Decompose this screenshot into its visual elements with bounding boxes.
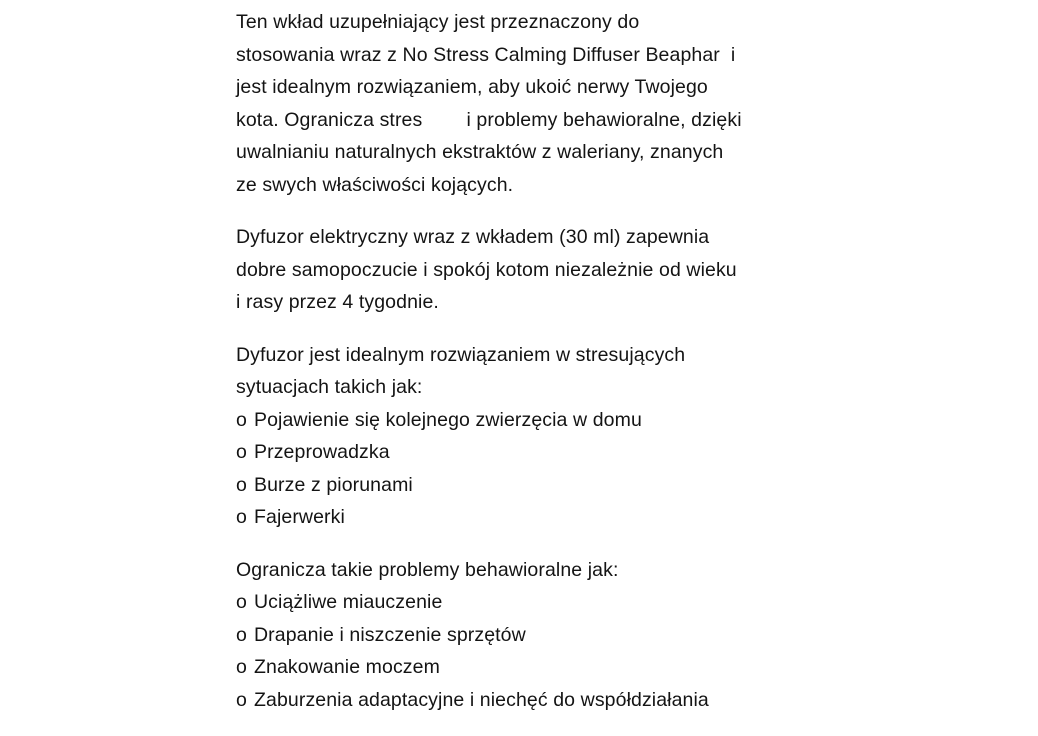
situations-section <box>236 339 836 534</box>
bullet-marker: o <box>236 688 247 711</box>
bullet-marker: o <box>236 506 247 528</box>
section-intro-line: sytuacjach takich jak: <box>236 376 423 398</box>
bullet-marker: o <box>236 408 247 431</box>
list-item <box>236 436 836 469</box>
bullet-marker: o <box>236 473 247 496</box>
list-item <box>236 619 836 652</box>
list-item-text: Drapanie i niszczenie sprzętów <box>254 623 526 646</box>
problems-section <box>236 554 836 717</box>
diffuser-paragraph <box>236 221 836 319</box>
section-intro-line: Ogranicza takie problemy behawioralne jak: <box>236 558 619 581</box>
text-line: Dyfuzor elektryczny wraz z wkładem (30 ml) zapewnia <box>236 226 710 248</box>
list-item-text: Burze z piorunami <box>254 473 413 496</box>
list-item-text: Zaburzenia adaptacyjne i niechęć do współdziałania <box>254 688 709 711</box>
list-item-text: Przeprowadzka <box>254 441 390 463</box>
text-line: jest idealnym rozwiązaniem, aby ukoić nerwy Twojego <box>236 76 708 98</box>
list-item <box>236 651 836 684</box>
text-line: stosowania wraz z No Stress Calming Diffuser Beaphar i <box>236 43 736 66</box>
document-body <box>236 6 836 736</box>
bullet-marker: o <box>236 623 247 646</box>
situations-list <box>236 404 836 534</box>
text-line: uwalnianiu naturalnych ekstraktów z waleriany, znanych <box>236 141 724 163</box>
text-line: kota. Ogranicza stres i problemy behawioralne, dzięki <box>236 108 742 131</box>
list-item <box>236 469 836 502</box>
bullet-marker: o <box>236 656 247 678</box>
text-line: Ten wkład uzupełniający jest przeznaczony do <box>236 11 640 33</box>
list-item-text: Pojawienie się kolejnego zwierzęcia w domu <box>254 408 642 431</box>
list-item <box>236 684 836 717</box>
list-item-text: Fajerwerki <box>254 506 345 528</box>
bullet-marker: o <box>236 591 247 613</box>
problems-list <box>236 586 836 716</box>
list-item-text: Uciążliwe miauczenie <box>254 591 443 613</box>
text-line: i rasy przez 4 tygodnie. <box>236 291 439 313</box>
text-line: dobre samopoczucie i spokój kotom niezależnie od wieku <box>236 258 737 281</box>
section-intro-line: Dyfuzor jest idealnym rozwiązaniem w stresujących <box>236 343 686 366</box>
list-item <box>236 404 836 437</box>
list-item <box>236 586 836 619</box>
bullet-marker: o <box>236 441 247 463</box>
list-item-text: Znakowanie moczem <box>254 656 440 678</box>
text-line: ze swych właściwości kojących. <box>236 173 514 196</box>
list-item <box>236 501 836 534</box>
intro-paragraph <box>236 6 836 201</box>
